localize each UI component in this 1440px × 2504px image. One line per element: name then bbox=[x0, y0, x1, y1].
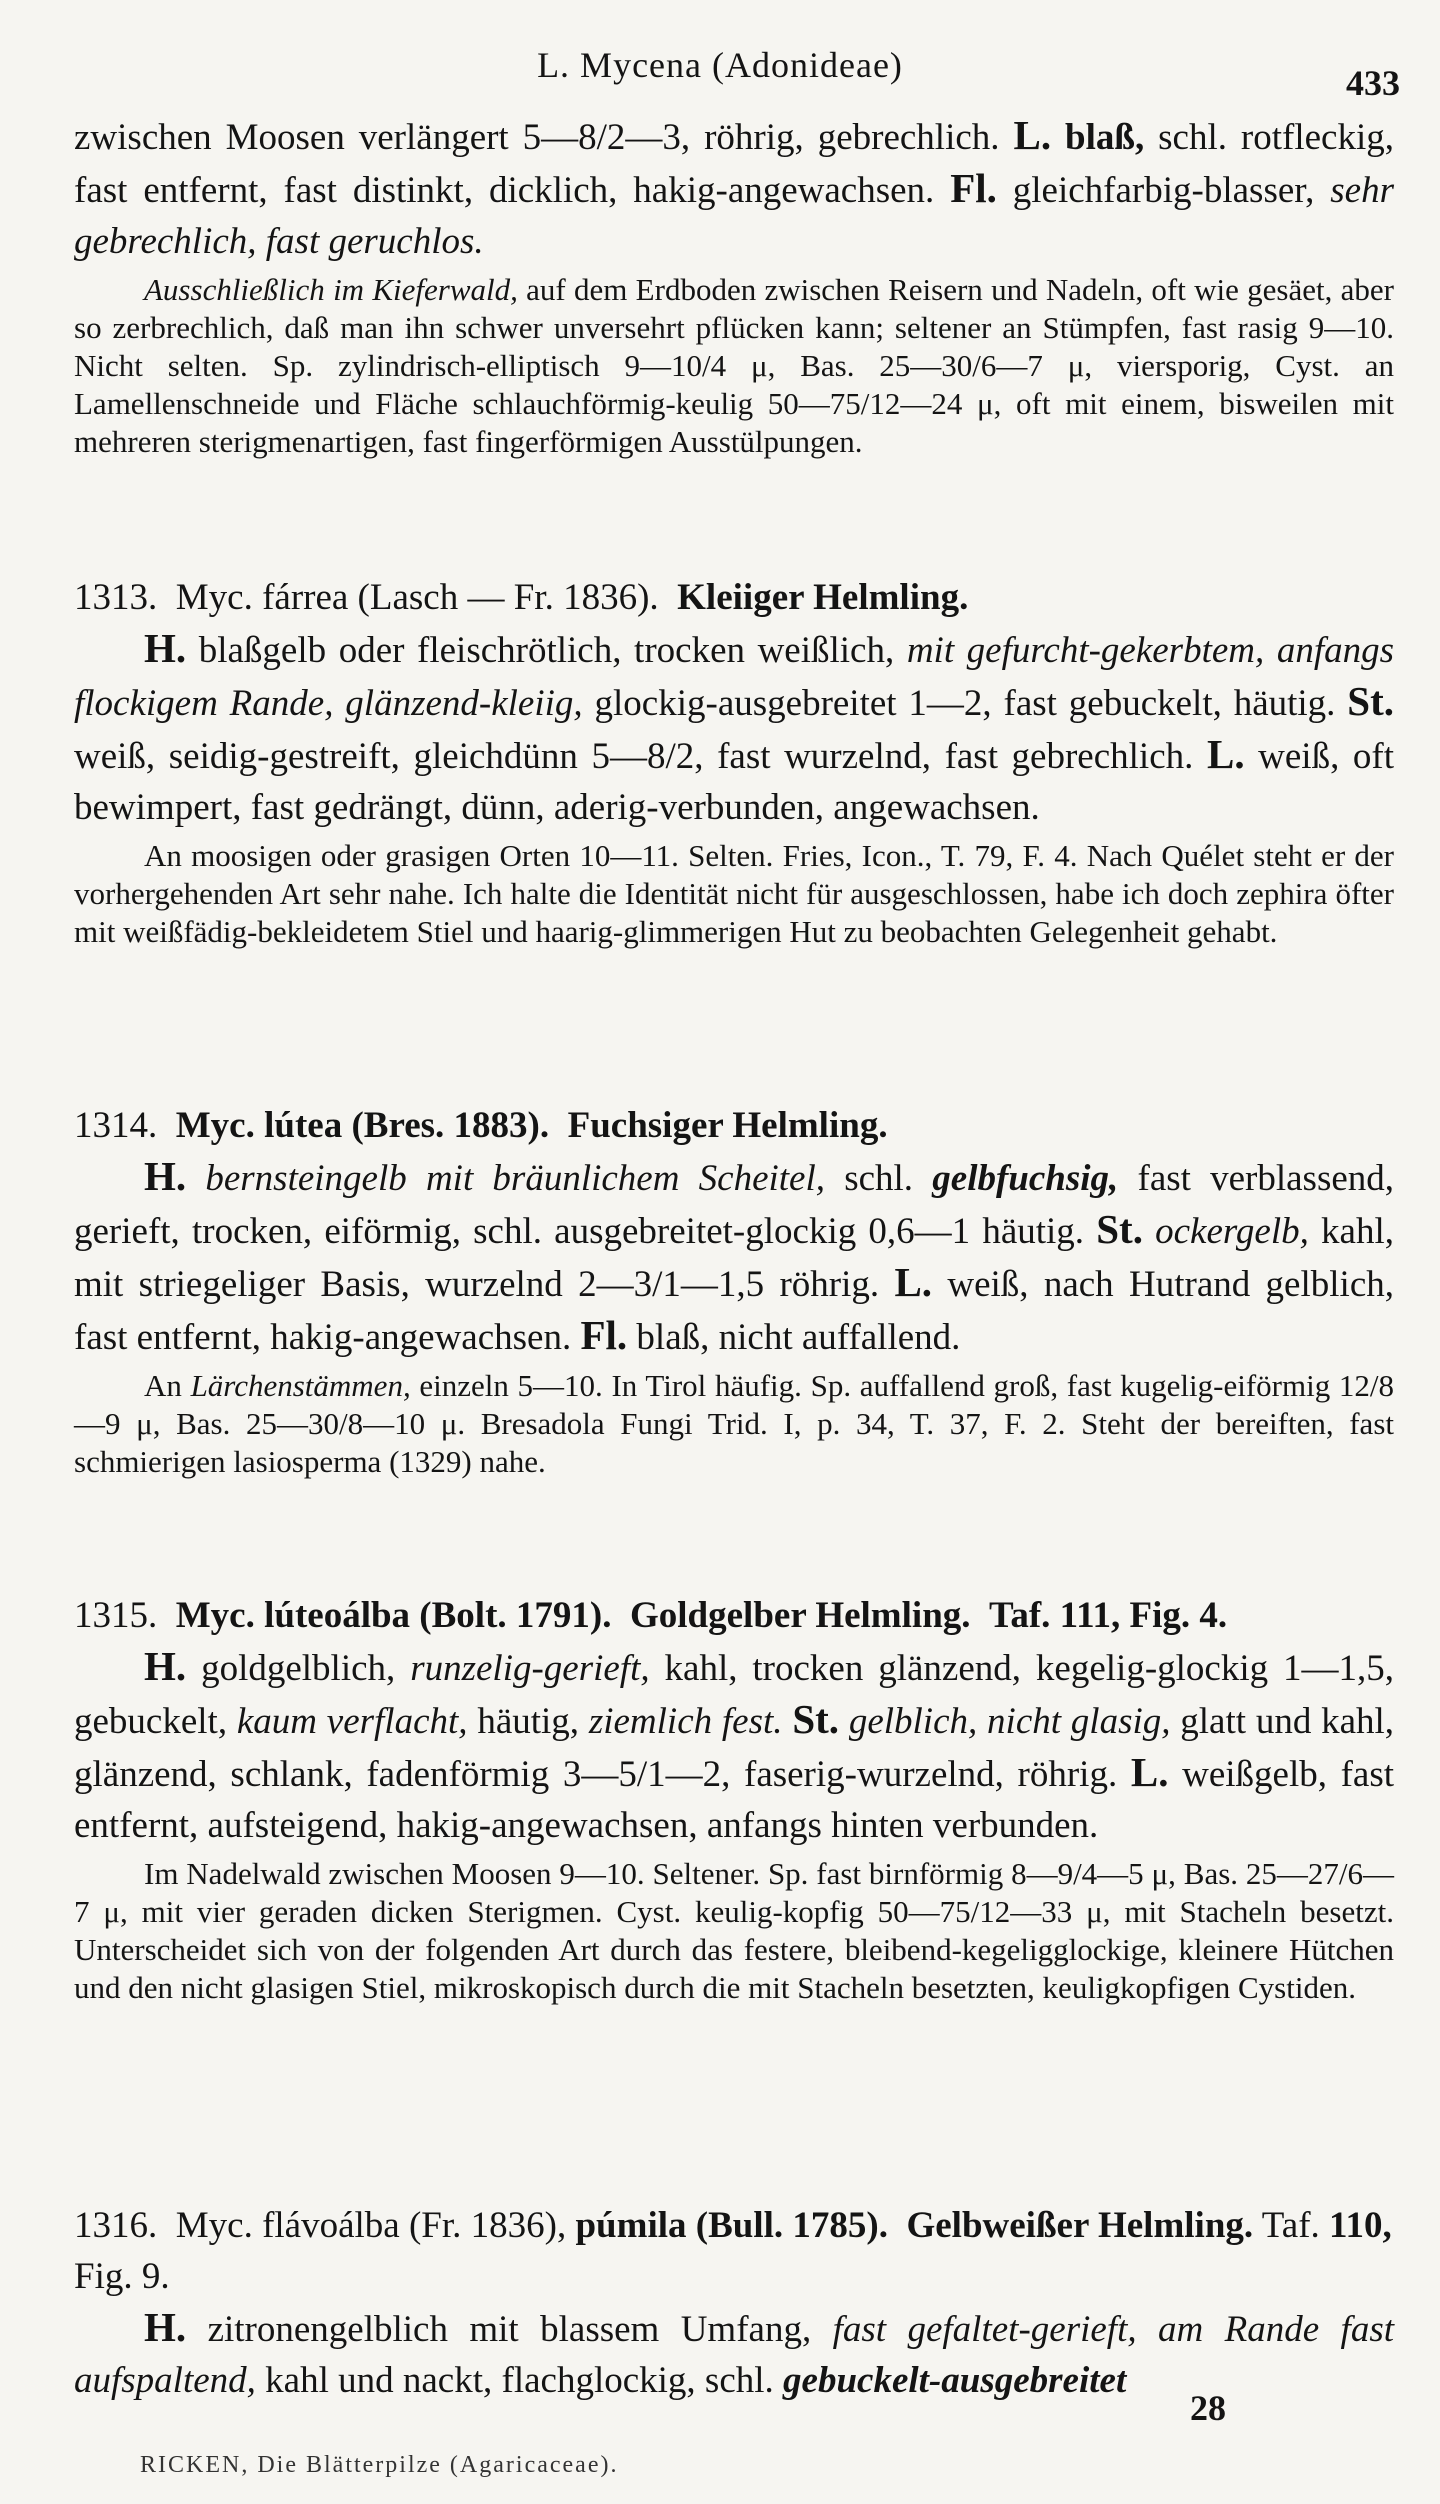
entry-note: An moosigen oder grasigen Orten 10—11. Selten. Fries, Icon., T. 79, F. 4. Nach Quélet steht er der vorhergehenden Art sehr nahe. Ich halte die Identität nicht für ausgeschlossen, habe ich doch zephira öfter mit weißfädig-bekleidetem Stiel und haarig-glimmerigen Hut zu beobachten Gelegenheit gehabt. bbox=[74, 838, 1394, 949]
continued-note: Ausschließlich im Kieferwald, auf dem Erdboden zwischen Reisern und Nadeln, oft wie gesäet, aber so zerbrechlich, daß man ihn schwer unversehrt pflücken kann; seltener an Stümpfen, fast rasig 9—10. Nicht selten. Sp. zylindrisch-elliptisch 9—10/4 μ, Bas. 25—30/6—7 μ, viersporig, Cyst. an Lamellenschneide und Fläche schlauchförmig-keulig 50—75/12—24 μ, oft mit einem, bisweilen mit mehreren sterigmenartigen, fast fingerförmigen Ausstülpungen. bbox=[74, 272, 1394, 459]
entry-title: 1313. Myc. fárrea (Lasch — Fr. 1836). Kleiiger Helmling. bbox=[74, 577, 969, 618]
entry-1315 bbox=[74, 1590, 1394, 2007]
entry-description: H. blaßgelb oder fleischrötlich, trocken weißlich, mit gefurcht-gekerbtem, anfangs flockigem Rande, glänzend-kleiig, glockig-ausgebreitet 1—2, fast gebuckelt, häutig. St. weiß, seidig-gestreift, gleichdünn 5—8/2, fast wurzelnd, fast gebrechlich. L. weiß, oft bewimpert, fast gedrängt, dünn, aderig-verbunden, angewachsen. bbox=[74, 625, 1395, 828]
entry-description: H. zitronengelblich mit blassem Umfang, fast gefaltet-gerieft, am Rande fast aufspaltend, kahl und nackt, flachglockig, schl. gebuckelt-ausgebreitet bbox=[74, 2304, 1395, 2401]
running-header: L. Mycena (Adonideae) bbox=[537, 45, 903, 85]
entry-title: 1316. Myc. flávoálba (Fr. 1836), púmila (Bull. 1785). Gelbweißer Helmling. Taf. 110, Fig. 9. bbox=[74, 2205, 1392, 2297]
entry-note: Im Nadelwald zwischen Moosen 9—10. Seltener. Sp. fast birnförmig 8—9/4—5 μ, Bas. 25—27/6—7 μ, mit vier geraden dicken Sterigmen. Cyst. keulig-kopfig 50—75/12—33 μ, mit Stacheln besetzt. Unterscheidet sich von der folgenden Art durch das festere, bleibend-kegeligglockige, kleinere Hütchen und den nicht glasigen Stiel, mikroskopisch durch die mit Stacheln besetzten, keuligkopfigen Cystiden. bbox=[74, 1856, 1394, 2005]
entry-1313 bbox=[74, 572, 1394, 951]
entry-note: An Lärchenstämmen, einzeln 5—10. In Tirol häufig. Sp. auffallend groß, fast kugelig-eiförmig 12/8—9 μ, Bas. 25—30/8—10 μ. Bresadola Fungi Trid. I, p. 34, T. 37, F. 2. Steht der bereiften, fast schmierigen lasiosperma (1329) nahe. bbox=[74, 1368, 1395, 1479]
entry-1316 bbox=[74, 2200, 1394, 2406]
entry-description: H. bernsteingelb mit bräunlichem Scheitel, schl. gelbfuchsig, fast verblassend, gerieft, trocken, eiförmig, schl. ausgebreitet-glockig 0,6—1 häutig. St. ockergelb, kahl, mit striegeliger Basis, wurzelnd 2—3/1—1,5 röhrig. L. weiß, nach Hutrand gelblich, fast entfernt, hakig-angewachsen. Fl. blaß, nicht auffallend. bbox=[74, 1153, 1395, 1358]
entry-description: H. goldgelblich, runzelig-gerieft, kahl, trocken glänzend, kegelig-glockig 1—1,5, gebuckelt, kaum verflacht, häutig, ziemlich fest. St. gelblich, nicht glasig, glatt und kahl, glänzend, schlank, fadenförmig 3—5/1—2, faserig-wurzelnd, röhrig. L. weißgelb, fast entfernt, aufsteigend, hakig-angewachsen, anfangs hinten verbunden. bbox=[74, 1643, 1395, 1846]
footer-credit: RICKEN, Die Blätterpilze (Agaricaceae). bbox=[140, 2452, 619, 2478]
signature-mark: 28 bbox=[1190, 2388, 1226, 2428]
entry-1314 bbox=[74, 1100, 1394, 1481]
continued-description: zwischen Moosen verlängert 5—8/2—3, röhrig, gebrechlich. L. blaß, schl. rotfleckig, fast entfernt, fast distinkt, dicklich, hakig-angewachsen. Fl. gleichfarbig-blasser, sehr gebrechlich, fast geruchlos. bbox=[74, 112, 1394, 262]
entry-title: 1315. Myc. lúteoálba (Bolt. 1791). Goldgelber Helmling. Taf. 111, Fig. 4. bbox=[74, 1595, 1228, 1636]
entry-title: 1314. Myc. lútea (Bres. 1883). Fuchsiger Helmling. bbox=[74, 1105, 888, 1146]
page-number: 433 bbox=[1346, 63, 1400, 103]
continued-entry bbox=[74, 110, 1394, 461]
